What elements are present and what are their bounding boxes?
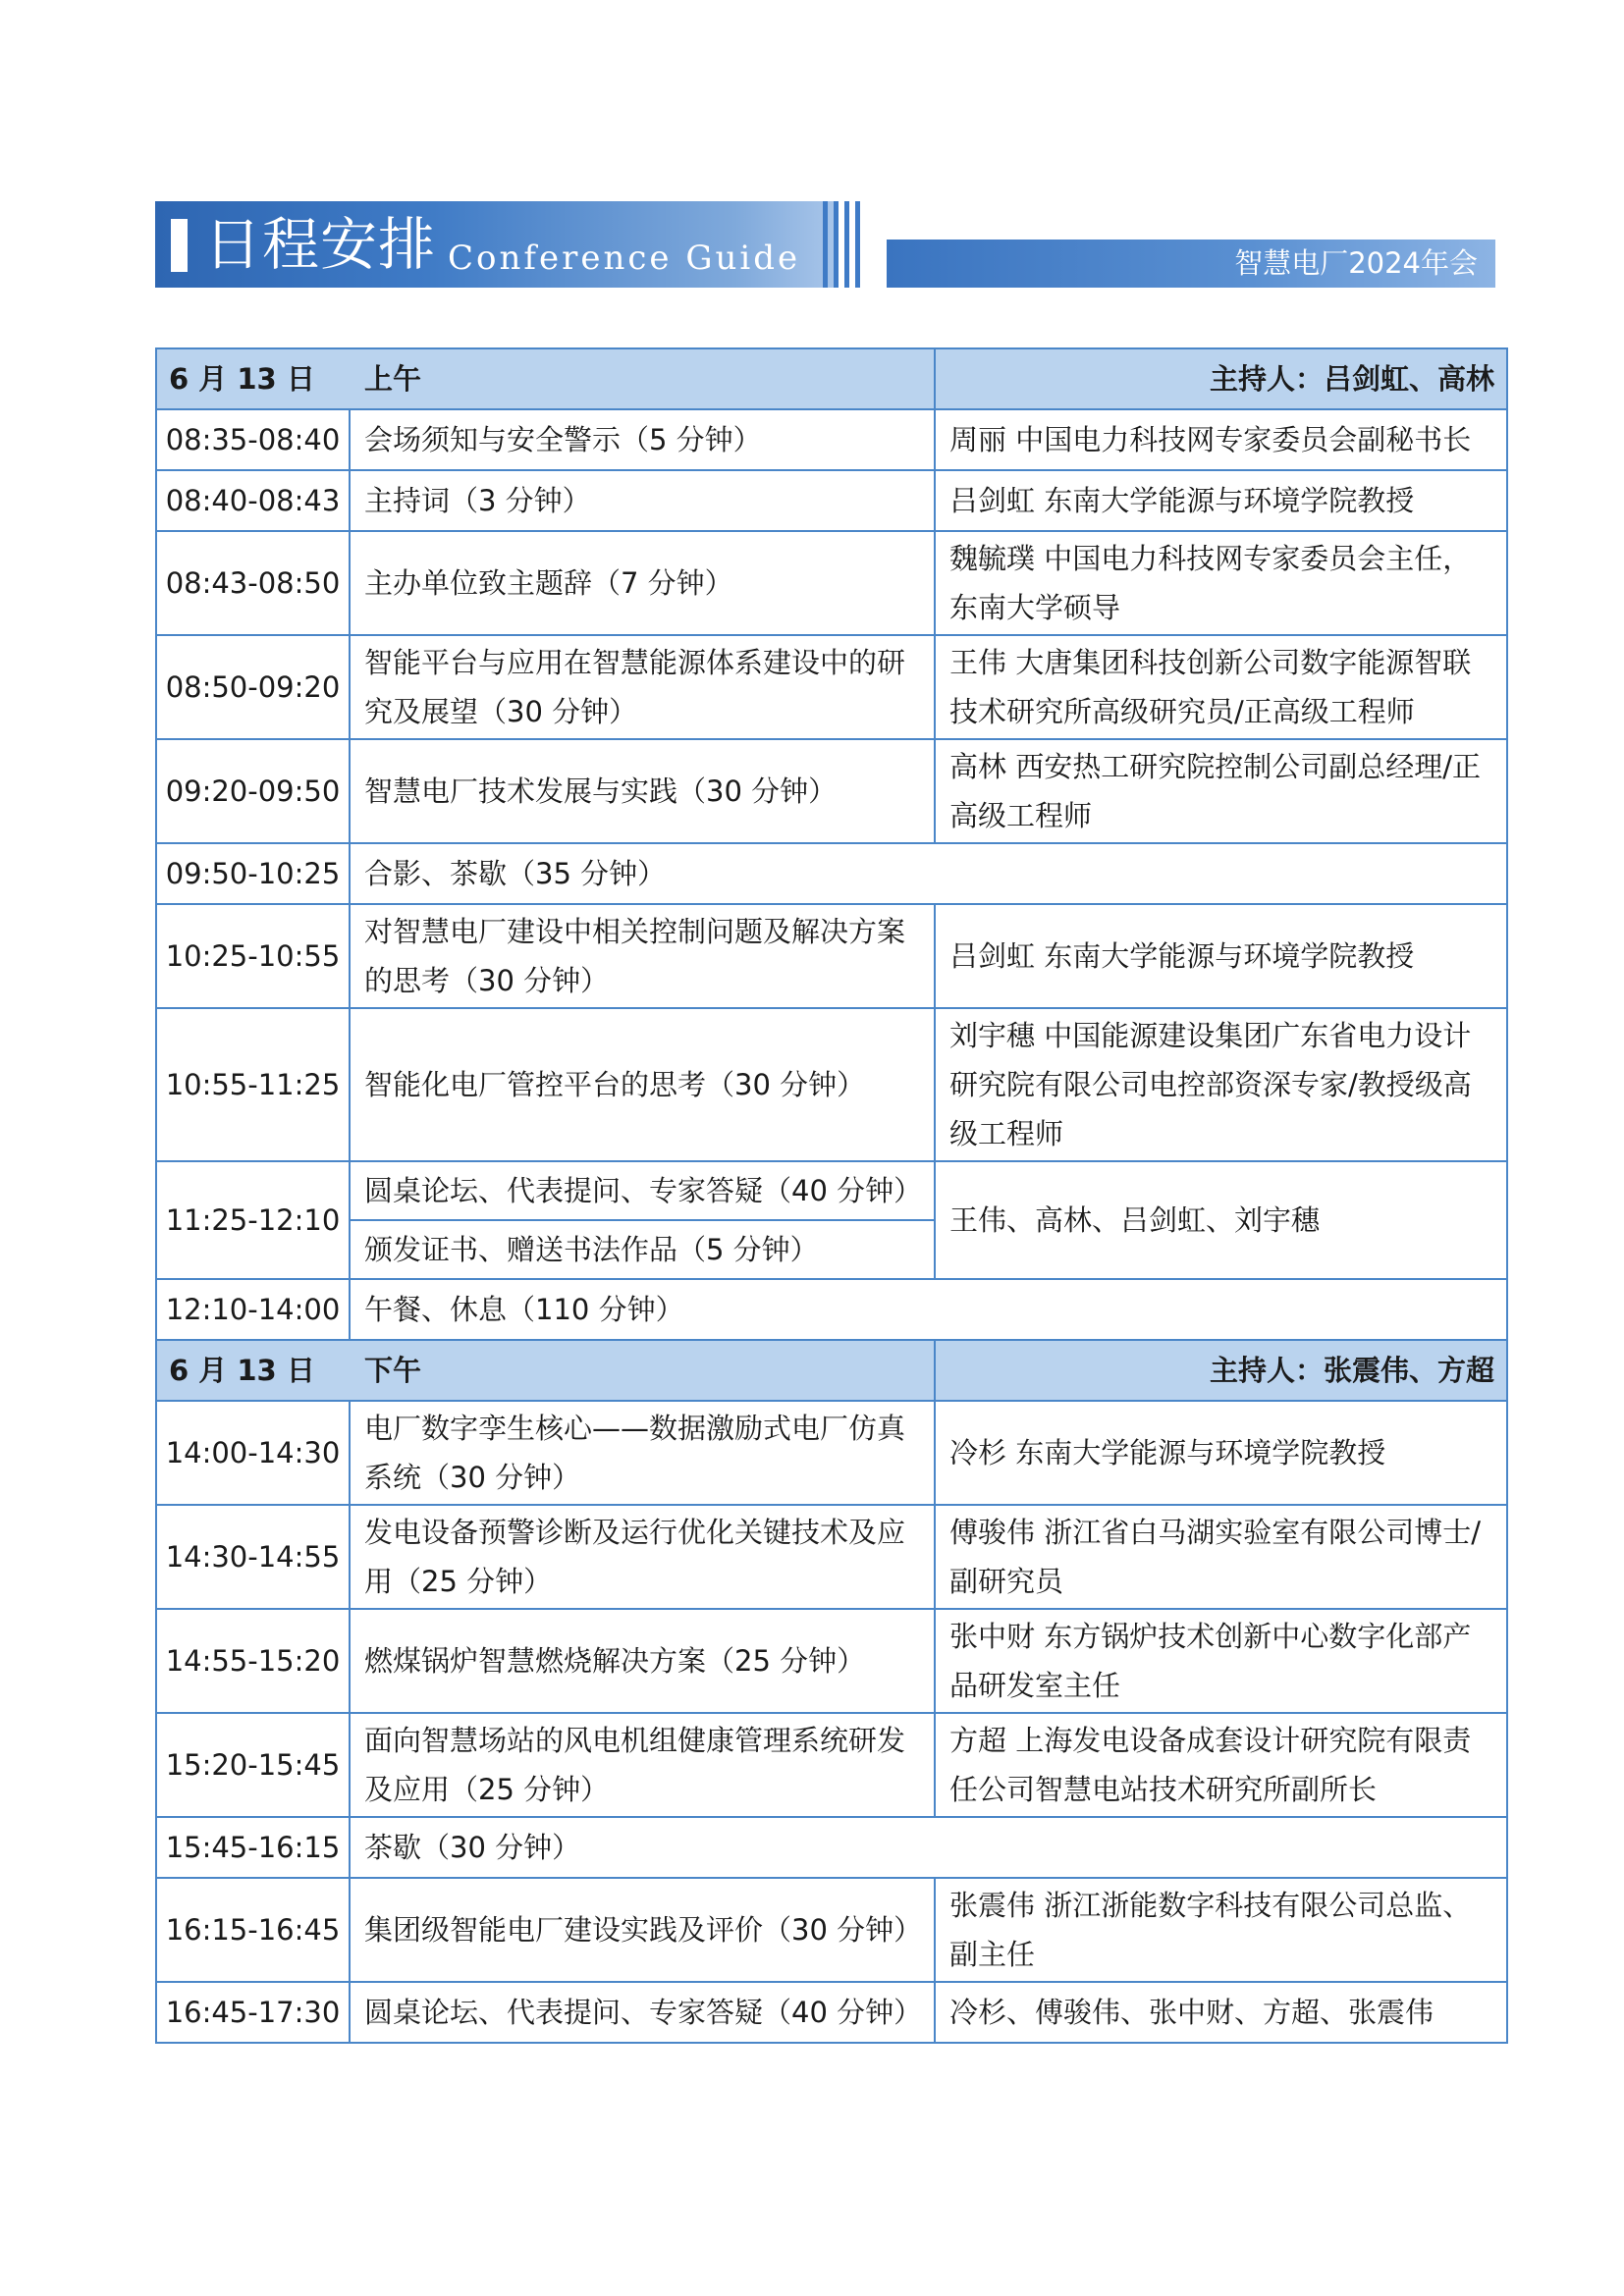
page-title-english: Conference Guide <box>448 239 801 278</box>
table-row <box>156 1713 1507 1817</box>
table-row-break <box>156 843 1507 904</box>
table-row <box>156 470 1507 531</box>
time-cell: 08:35-08:40 <box>156 409 350 470</box>
topic-cell: 对智慧电厂建设中相关控制问题及解决方案的思考（30 分钟） <box>350 904 935 1008</box>
table-row <box>156 531 1507 635</box>
speaker-cell: 高林 西安热工研究院控制公司副总经理/正高级工程师 <box>935 739 1507 843</box>
table-row <box>156 1008 1507 1161</box>
speaker-cell: 刘宇穗 中国能源建设集团广东省电力设计研究院有限公司电控部资深专家/教授级高级工程师 <box>935 1008 1507 1161</box>
speaker-cell: 冷杉、傅骏伟、张中财、方超、张震伟 <box>935 1982 1507 2043</box>
time-cell: 16:15-16:45 <box>156 1878 350 1982</box>
break-cell: 茶歇（30 分钟） <box>350 1817 1507 1878</box>
topic-cell: 燃煤锅炉智慧燃烧解决方案（25 分钟） <box>350 1609 935 1713</box>
section-host: 主持人：张震伟、方超 <box>935 1340 1507 1401</box>
section-date <box>156 348 935 409</box>
section-header-morning <box>156 348 1507 409</box>
table-row-break <box>156 1279 1507 1340</box>
time-cell: 14:30-14:55 <box>156 1505 350 1609</box>
break-cell: 午餐、休息（110 分钟） <box>350 1279 1507 1340</box>
table-row <box>156 1878 1507 1982</box>
speaker-cell: 傅骏伟 浙江省白马湖实验室有限公司博士/副研究员 <box>935 1505 1507 1609</box>
section-period: 上午 <box>363 362 421 396</box>
time-cell: 14:55-15:20 <box>156 1609 350 1713</box>
table-row <box>156 1982 1507 2043</box>
speaker-cell: 王伟、高林、吕剑虹、刘宇穗 <box>935 1161 1507 1279</box>
topic-cell: 智能平台与应用在智慧能源体系建设中的研究及展望（30 分钟） <box>350 635 935 739</box>
time-cell: 08:43-08:50 <box>156 531 350 635</box>
speaker-cell: 张中财 东方锅炉技术创新中心数字化部产品研发室主任 <box>935 1609 1507 1713</box>
table-row <box>156 1505 1507 1609</box>
speaker-cell: 吕剑虹 东南大学能源与环境学院教授 <box>935 470 1507 531</box>
section-day: 6 月 13 日 <box>169 1354 315 1387</box>
table-row <box>156 1609 1507 1713</box>
topic-cell: 圆桌论坛、代表提问、专家答疑（40 分钟） <box>350 1982 935 2043</box>
speaker-cell: 方超 上海发电设备成套设计研究院有限责任公司智慧电站技术研究所副所长 <box>935 1713 1507 1817</box>
speaker-cell: 吕剑虹 东南大学能源与环境学院教授 <box>935 904 1507 1008</box>
topic-cell: 面向智慧场站的风电机组健康管理系统研发及应用（25 分钟） <box>350 1713 935 1817</box>
time-cell: 16:45-17:30 <box>156 1982 350 2043</box>
table-row <box>156 635 1507 739</box>
topic-cell: 智能化电厂管控平台的思考（30 分钟） <box>350 1008 935 1161</box>
table-row <box>156 904 1507 1008</box>
event-band <box>887 240 1495 288</box>
section-period: 下午 <box>363 1354 421 1387</box>
event-name: 智慧电厂2024年会 <box>1234 246 1478 280</box>
time-cell: 11:25-12:10 <box>156 1161 350 1279</box>
topic-cell: 电厂数字孪生核心——数据激励式电厂仿真系统（30 分钟） <box>350 1401 935 1505</box>
break-cell: 合影、茶歇（35 分钟） <box>350 843 1507 904</box>
table-row <box>156 739 1507 843</box>
banner-stripes <box>823 201 872 288</box>
section-header-afternoon <box>156 1340 1507 1401</box>
topic-cell: 智慧电厂技术发展与实践（30 分钟） <box>350 739 935 843</box>
topic-cell: 会场须知与安全警示（5 分钟） <box>350 409 935 470</box>
time-cell: 12:10-14:00 <box>156 1279 350 1340</box>
time-cell: 14:00-14:30 <box>156 1401 350 1505</box>
table-row <box>156 1161 1507 1279</box>
topic-part: 颁发证书、赠送书法作品（5 分钟） <box>351 1219 934 1278</box>
section-banner <box>155 201 838 288</box>
table-row <box>156 1401 1507 1505</box>
speaker-cell: 张震伟 浙江浙能数字科技有限公司总监、副主任 <box>935 1878 1507 1982</box>
section-day: 6 月 13 日 <box>169 362 315 396</box>
speaker-cell: 王伟 大唐集团科技创新公司数字能源智联技术研究所高级研究员/正高级工程师 <box>935 635 1507 739</box>
time-cell: 15:20-15:45 <box>156 1713 350 1817</box>
banner-accent-bar <box>171 219 188 272</box>
topic-cell: 发电设备预警诊断及运行优化关键技术及应用（25 分钟） <box>350 1505 935 1609</box>
time-cell: 09:20-09:50 <box>156 739 350 843</box>
topic-cell: 主持词（3 分钟） <box>350 470 935 531</box>
time-cell: 15:45-16:15 <box>156 1817 350 1878</box>
topic-cell: 主办单位致主题辞（7 分钟） <box>350 531 935 635</box>
speaker-cell: 周丽 中国电力科技网专家委员会副秘书长 <box>935 409 1507 470</box>
time-cell: 08:40-08:43 <box>156 470 350 531</box>
table-row <box>156 409 1507 470</box>
time-cell: 10:25-10:55 <box>156 904 350 1008</box>
section-host: 主持人：吕剑虹、高林 <box>935 348 1507 409</box>
topic-cell: 集团级智能电厂建设实践及评价（30 分钟） <box>350 1878 935 1982</box>
section-date <box>156 1340 935 1401</box>
topic-cell-split <box>350 1161 935 1279</box>
page-title: 日程安排 <box>204 211 437 278</box>
schedule-table <box>155 347 1508 2044</box>
speaker-cell: 魏毓璞 中国电力科技网专家委员会主任，东南大学硕导 <box>935 531 1507 635</box>
time-cell: 10:55-11:25 <box>156 1008 350 1161</box>
table-row-break <box>156 1817 1507 1878</box>
time-cell: 08:50-09:20 <box>156 635 350 739</box>
topic-part: 圆桌论坛、代表提问、专家答疑（40 分钟） <box>364 1174 923 1207</box>
speaker-cell: 冷杉 东南大学能源与环境学院教授 <box>935 1401 1507 1505</box>
time-cell: 09:50-10:25 <box>156 843 350 904</box>
